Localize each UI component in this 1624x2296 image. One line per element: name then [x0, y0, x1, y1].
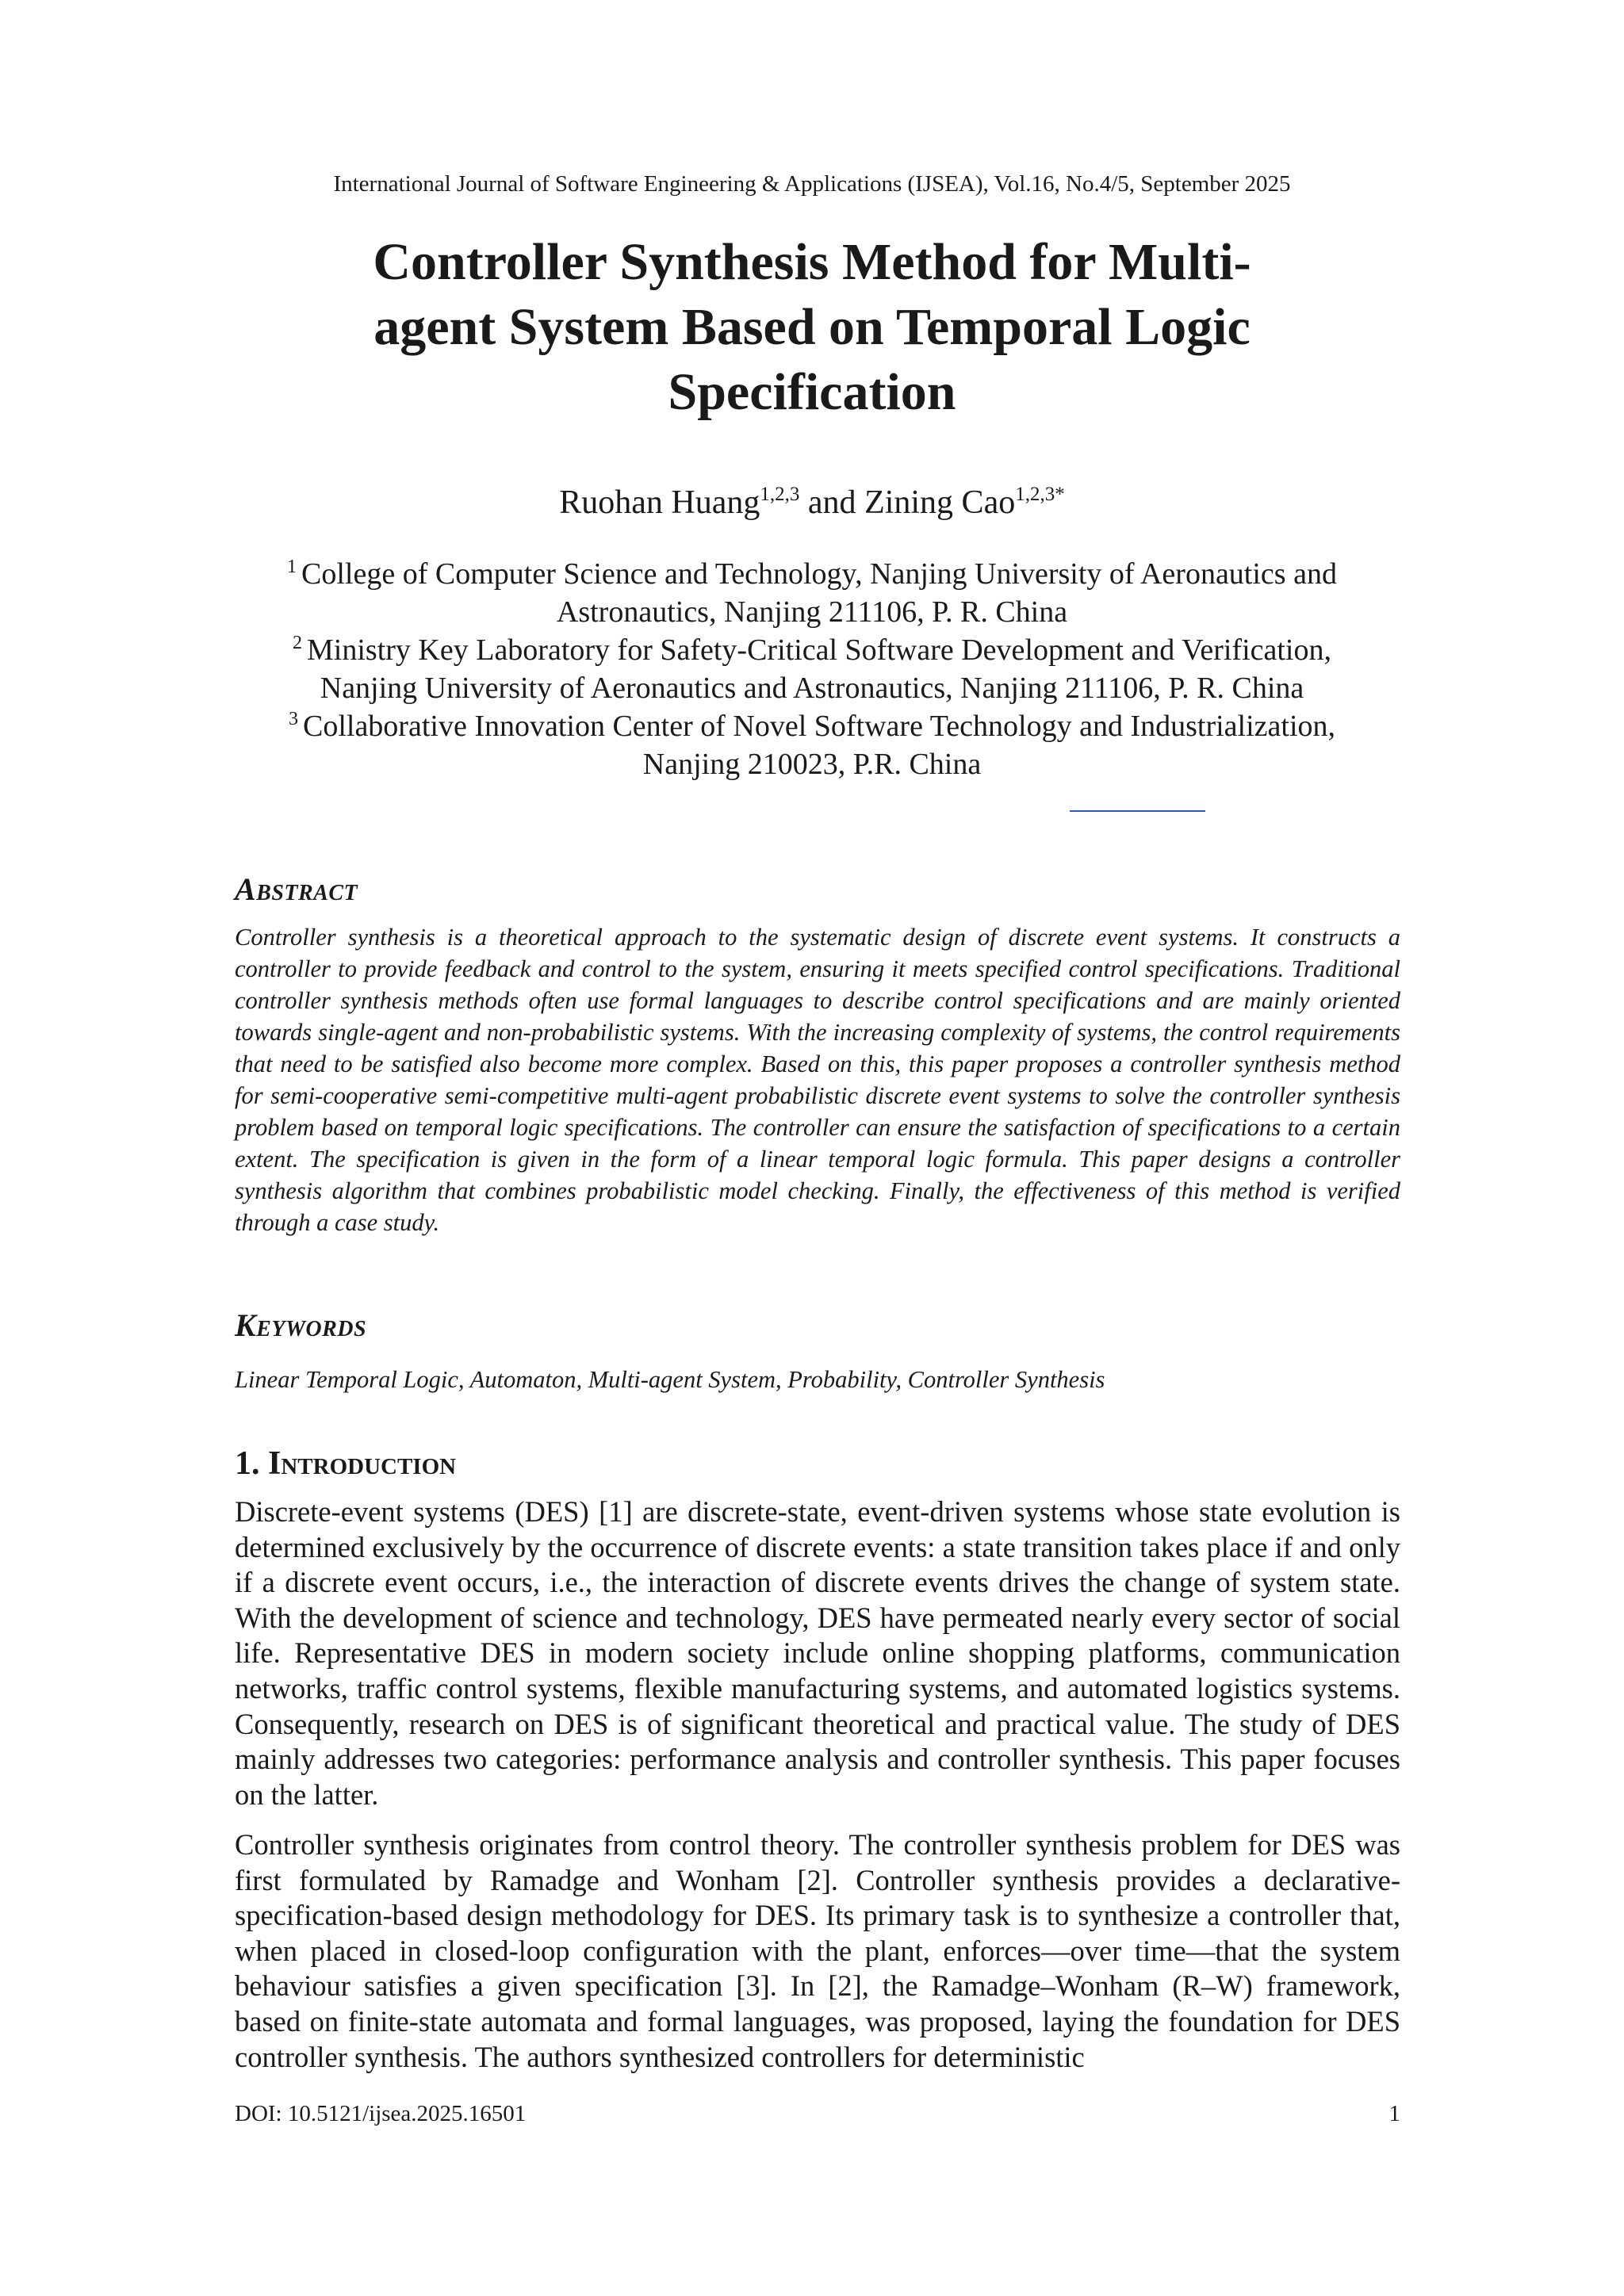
- page-number: 1: [1388, 2101, 1400, 2126]
- abstract-text: Controller synthesis is a theoretical approach to the systematic design of discrete event systems. It constructs a controller to provide feedback and control to the system, ensuring it meets specified control specifications. Traditional controller synthesis methods often use formal languages to describe control specifications and are mainly oriented towards single-agent and non-probabilistic systems. With the increasing complexity of systems, the control requirements that need to be satisfied also become more complex. Based on this, this paper proposes a controller synthesis method for semi-cooperative semi-competitive multi-agent probabilistic discrete event systems to solve the controller synthesis problem based on temporal logic specifications. The controller can ensure the satisfaction of specifications to a certain extent. The specification is given in the form of a linear temporal logic formula. This paper designs a controller synthesis algorithm that combines probabilistic model checking. Finally, the effectiveness of this method is verified through a case study.: [235, 924, 1400, 1236]
- keywords-text: Linear Temporal Logic, Automaton, Multi-agent System, Probability, Controller Synthesis: [235, 1366, 1105, 1393]
- email-link-underline[interactable]: [1070, 810, 1205, 812]
- title-line-3: Specification: [668, 363, 956, 421]
- keywords-heading: Keywords: [235, 1307, 367, 1343]
- affiliation-text: Ministry Key Laboratory for Safety-Critical Software Development and Verification,: [307, 633, 1331, 667]
- title-line-2: agent System Based on Temporal Logic: [373, 298, 1251, 356]
- affiliation-text: Collaborative Innovation Center of Novel Software Technology and Industrialization,: [302, 710, 1336, 743]
- affiliation-line: Nanjing University of Aeronautics and Astronautics, Nanjing 211106, P. R. China: [320, 672, 1304, 705]
- author-name: Zining Cao: [864, 484, 1016, 521]
- intro-paragraph-2: Controller synthesis originates from control theory. The controller synthesis problem for DES was first formulated by Ramadge and Wonham [2]. Controller synthesis provides a declarative-specification-based design methodology for DES. Its primary task is to synthesize a controller that, when placed in closed-loop configuration with the plant, enforces—over time—that the system behaviour satisfies a given specification [3]. In [2], the Ramadge–Wonham (R–W) framework, based on finite-state automata and formal languages, was proposed, laying the foundation for DES controller synthesis. The authors synthesized controllers for deterministic: [235, 1828, 1400, 2073]
- affiliations: [206, 555, 1418, 783]
- section-title: Introduction: [268, 1445, 457, 1482]
- author-name: Ruohan Huang: [559, 484, 760, 521]
- intro-paragraph-1: Discrete-event systems (DES) [1] are discrete-state, event-driven systems whose state evolution is determined exclusively by the occurrence of discrete events: a state transition takes place if and only if a discrete event occurs, i.e., the interaction of discrete events drives the change of system state. With the development of science and technology, DES have permeated nearly every sector of social life. Representative DES in modern society include online shopping platforms, communication networks, traffic control systems, flexible manufacturing systems, and automated logistics systems. Consequently, research on DES is of significant theoretical and practical value. The study of DES mainly addresses two categories: performance analysis and controller synthesis. This paper focuses on the latter.: [235, 1495, 1400, 1811]
- affiliation-line: Astronautics, Nanjing 211106, P. R. China: [556, 595, 1068, 629]
- author-list: [0, 484, 1624, 522]
- affiliation-text: College of Computer Science and Technology, Nanjing University of Aeronautics and: [301, 557, 1337, 591]
- affiliation-line: [206, 555, 1418, 593]
- author-connector: and: [799, 484, 865, 521]
- affiliation-number: 1: [287, 557, 297, 577]
- affiliation-number: 3: [288, 709, 298, 729]
- title-line-1: Controller Synthesis Method for Multi-: [373, 233, 1251, 291]
- affiliation-number: 2: [293, 633, 303, 653]
- author-affiliation-sup: 1,2,3: [760, 484, 800, 505]
- abstract-heading: Abstract: [235, 871, 358, 907]
- journal-header: International Journal of Software Engineering & Applications (IJSEA), Vol.16, No.4/5, September 2025: [333, 171, 1291, 197]
- introduction-heading: [235, 1445, 456, 1483]
- author-affiliation-sup: 1,2,3*: [1015, 484, 1065, 505]
- page-footer: [235, 2101, 1400, 2127]
- affiliation-line: [206, 631, 1418, 669]
- affiliation-line: Nanjing 210023, P.R. China: [642, 748, 982, 781]
- paper-title: [182, 230, 1442, 425]
- doi-text: DOI: 10.5121/ijsea.2025.16501: [235, 2101, 527, 2126]
- section-number: 1.: [235, 1445, 268, 1482]
- affiliation-line: [206, 707, 1418, 745]
